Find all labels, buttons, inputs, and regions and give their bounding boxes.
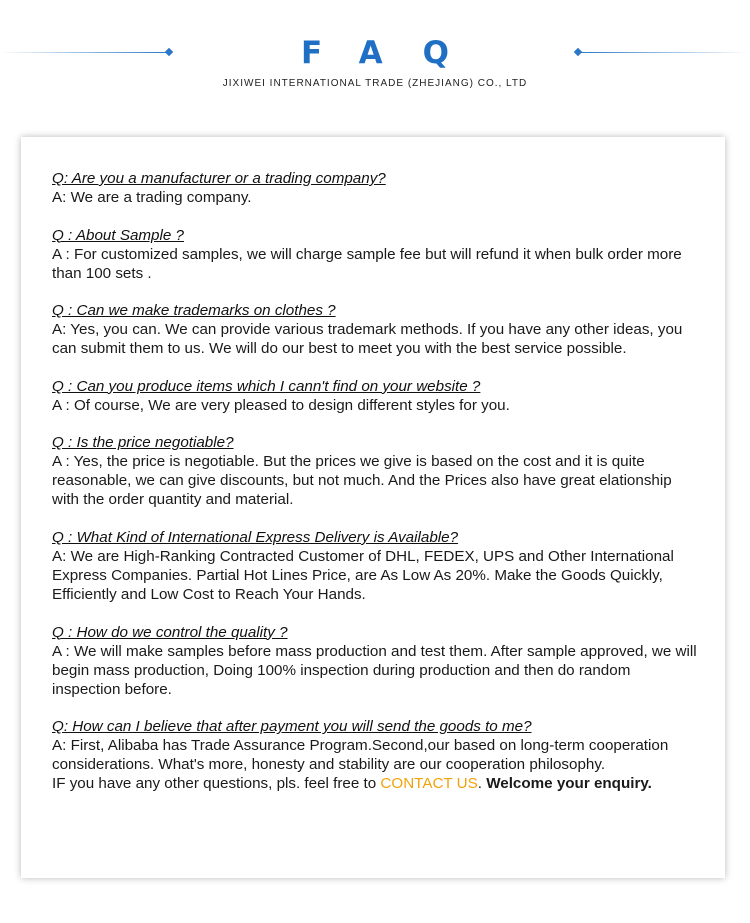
faq-item (52, 717, 702, 793)
faq-item (52, 301, 702, 358)
faq-list (52, 169, 702, 793)
faq-item (52, 433, 702, 509)
closing-period: . (477, 775, 487, 793)
faq-question: Q : How do we control the quality ? (52, 623, 288, 641)
faq-item (52, 377, 702, 415)
company-name: JIXIWEI INTERNATIONAL TRADE (ZHEJIANG) CO., LTD (222, 78, 528, 89)
faq-title: FAQ (301, 35, 489, 71)
faq-answer: A: We are a trading company. (52, 189, 252, 206)
faq-answer: A: First, Alibaba has Trade Assurance Program.Second,our based on long-term cooperation considerations. What's more, honesty and stability are our cooperation philosophy. (52, 737, 669, 774)
faq-answer: A: Yes, you can. We can provide various trademark methods. If you have any other ideas, you can submit them to us. We will do our best to meet you with the best service possible. (52, 321, 683, 358)
contact-us-link[interactable]: CONTACT US (380, 775, 478, 793)
faq-question: Q: How can I believe that after payment you will send the goods to me? (52, 718, 532, 736)
closing-prefix: IF you have any other questions, pls. feel free to (52, 775, 381, 793)
faq-header (0, 0, 750, 110)
faq-item (52, 623, 702, 699)
faq-item (52, 226, 702, 283)
right-divider-line (580, 52, 750, 53)
faq-question: Q : Is the price negotiable? (52, 434, 234, 452)
faq-card (21, 137, 725, 878)
faq-question: Q : About Sample ? (52, 226, 184, 244)
closing-line (52, 774, 702, 793)
faq-answer: A : Of course, We are very pleased to design different styles for you. (52, 396, 510, 414)
faq-item (52, 528, 702, 604)
faq-answer: A: We are High-Ranking Contracted Customer of DHL, FEDEX, UPS and Other International Express Companies. Partial Hot Lines Price, are As Low As 20%. Make the Goods Quickly, Efficiently and Low Cost to Reach Your Hands. (52, 547, 674, 603)
faq-answer: A : For customized samples, we will charge sample fee but will refund it when bulk order more than 100 sets . (52, 245, 682, 282)
faq-question: Q : Can we make trademarks on clothes ? (52, 302, 336, 320)
faq-question: Q: Are you a manufacturer or a trading company? (52, 170, 386, 187)
faq-question: Q : Can you produce items which I cann't find on your website ? (52, 377, 481, 395)
faq-question: Q : What Kind of International Express Delivery is Available? (52, 528, 459, 546)
faq-answer: A : We will make samples before mass production and test them. After sample approved, we will begin mass production, Doing 100% inspection during production and then do random inspection before. (52, 642, 697, 698)
faq-item (52, 169, 702, 207)
faq-answer: A : Yes, the price is negotiable. But the prices we give is based on the cost and it is quite reasonable, we can give discounts, but not much. And the Prices also have great elationship with the order quantity and material. (52, 453, 672, 509)
welcome-enquiry-text: Welcome your enquiry. (486, 775, 652, 793)
